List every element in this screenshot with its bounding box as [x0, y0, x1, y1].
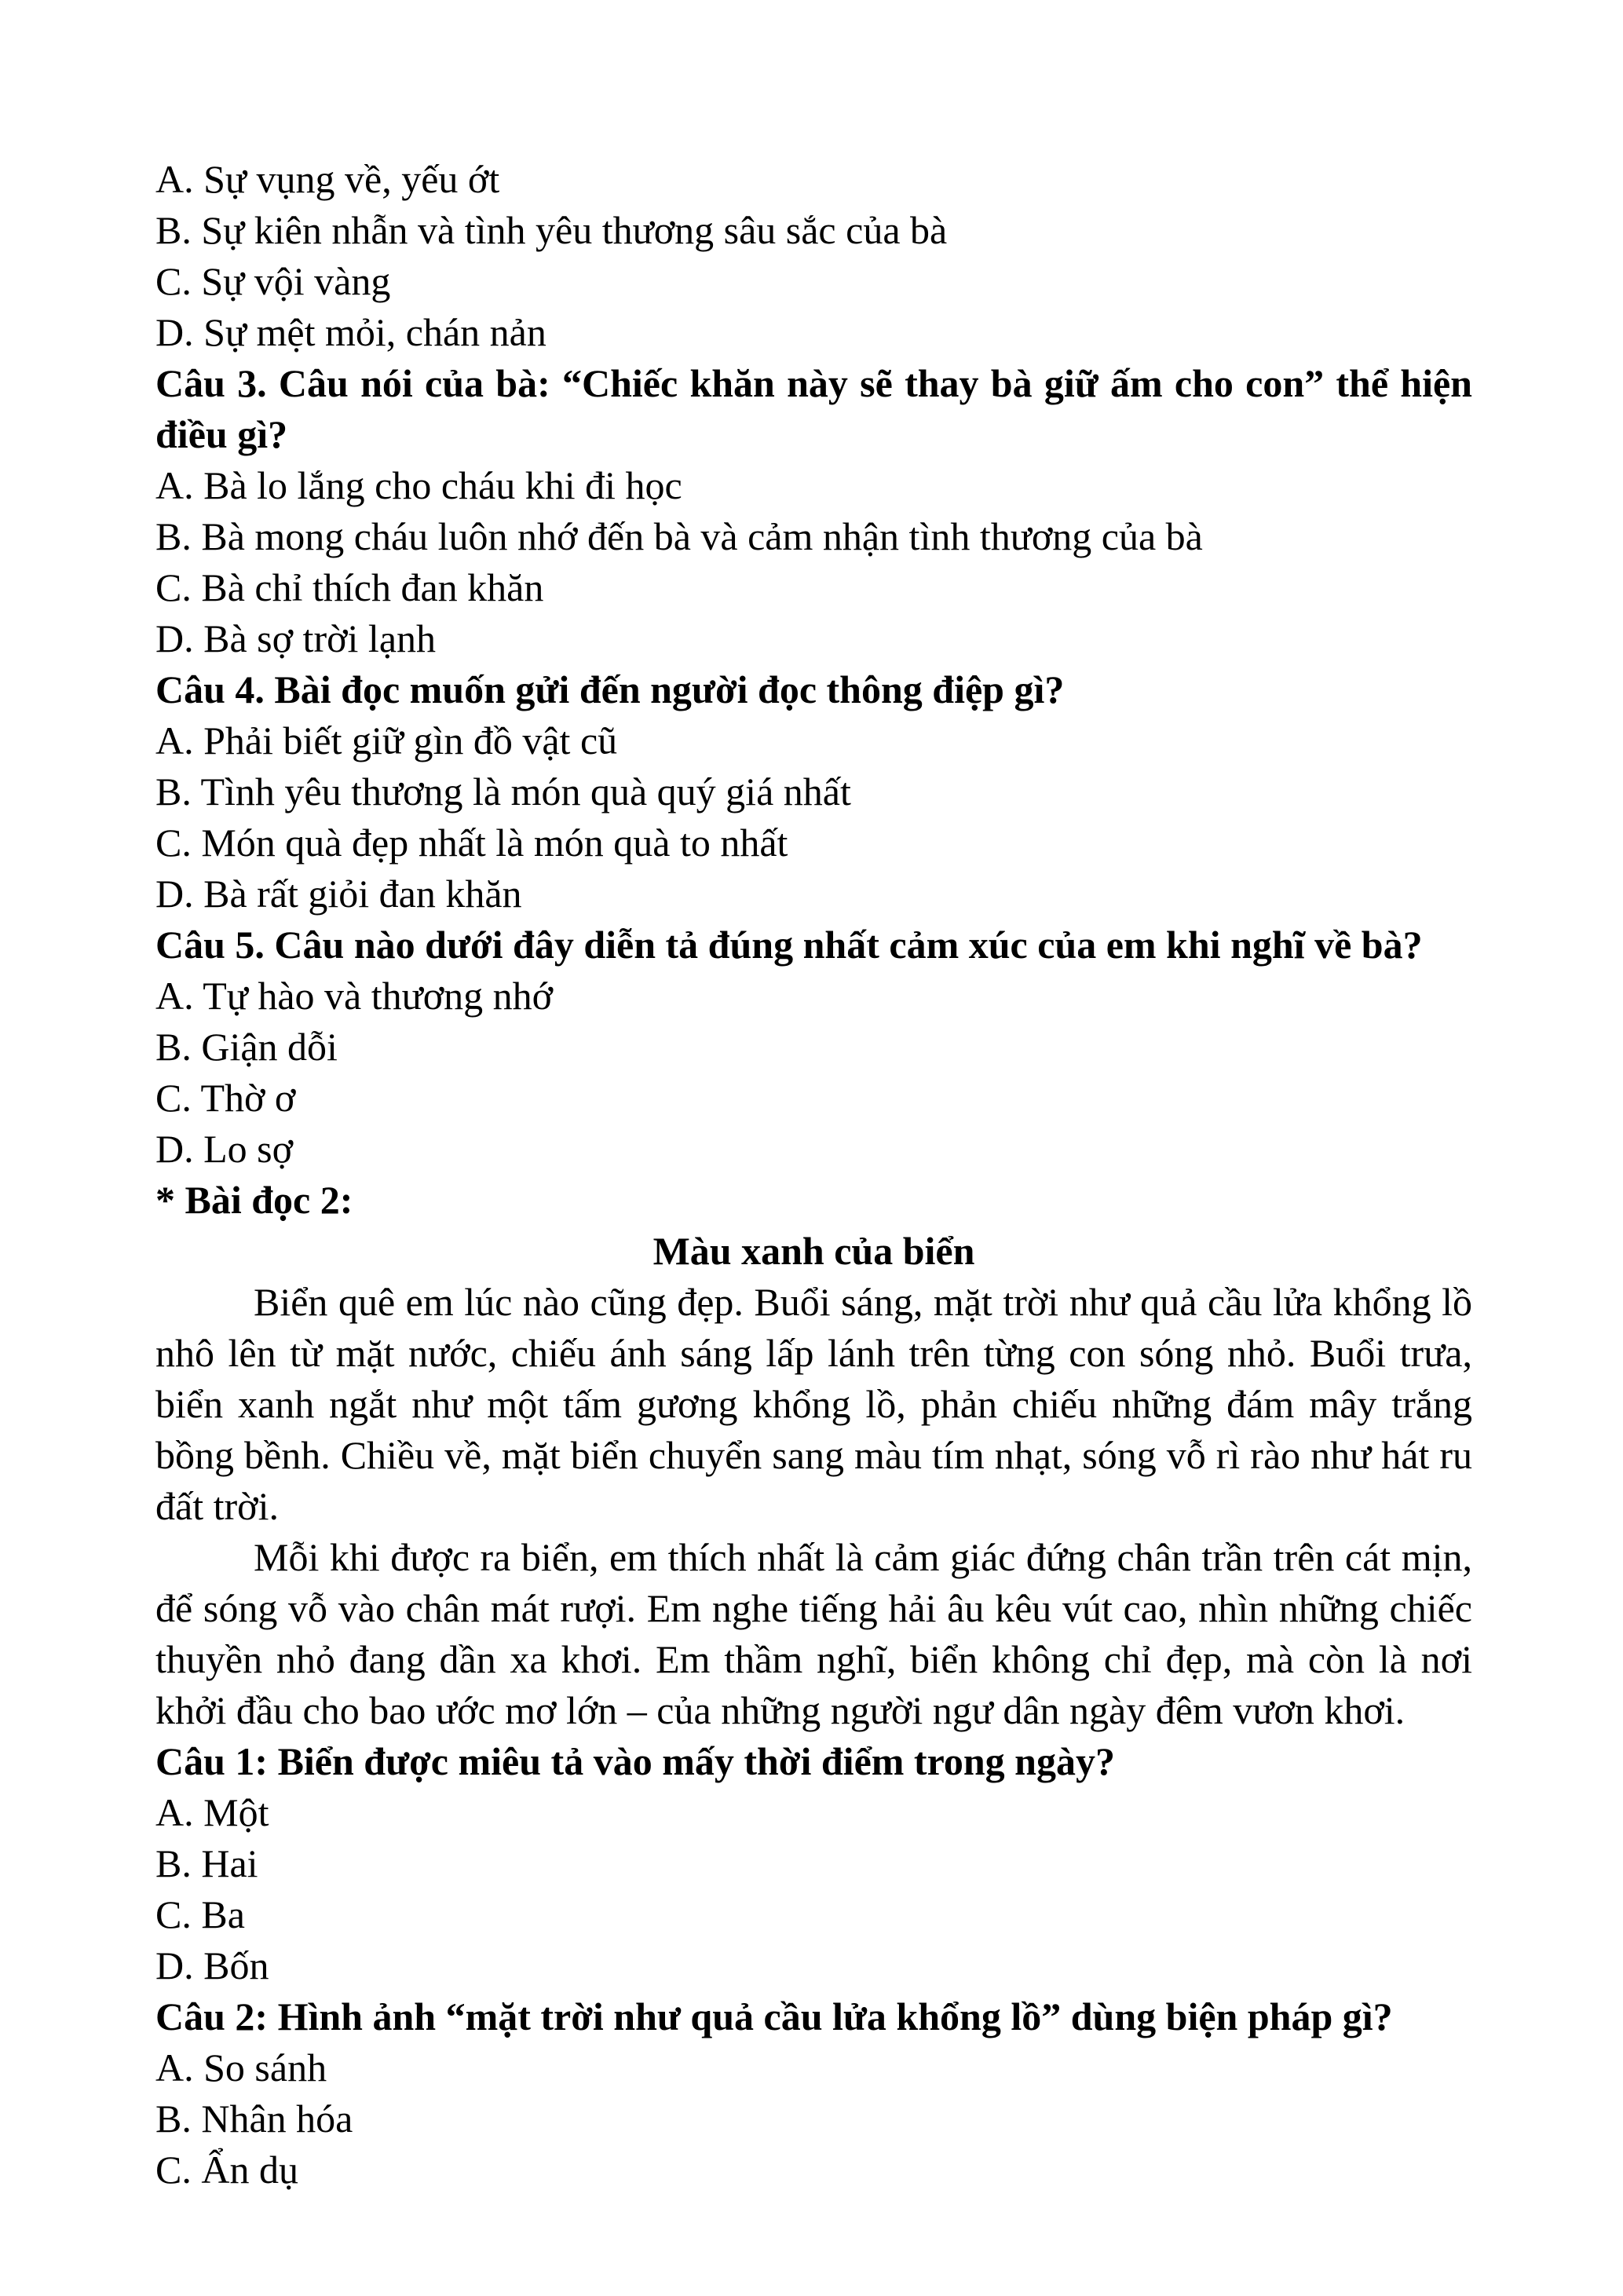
question-heading-cau3: Câu 3. Câu nói của bà: “Chiếc khăn này sẽ thay bà giữ ấm cho con” thể hiện điều gì?: [155, 361, 1472, 456]
reading2-paragraph: Biển quê em lúc nào cũng đẹp. Buổi sáng, mặt trời như quả cầu lửa khổng lồ nhô lên từ mặt nước, chiếu ánh sáng lấp lánh trên từng con sóng nhỏ. Buổi trưa, biển xanh ngắt như một tấm gương khổng lồ, phản chiếu những đám mây trắng bồng bềnh. Chiều về, mặt biển chuyển sang màu tím nhạt, sóng vỗ rì rào như hát ru đất trời.: [155, 1280, 1472, 1528]
reading2-title: Màu xanh của biển: [652, 1229, 975, 1273]
question-heading-cau4: Câu 4. Bài đọc muốn gửi đến người đọc thông điệp gì?: [155, 667, 1065, 711]
answer-option: D. Bốn: [155, 1943, 269, 1987]
answer-option: C. Thờ ơ: [155, 1076, 296, 1120]
answer-option: B. Tình yêu thương là món quà quý giá nhất: [155, 770, 851, 813]
answer-option: A. Một: [155, 1790, 269, 1834]
question-heading-cau1: Câu 1: Biển được miêu tả vào mấy thời điểm trong ngày?: [155, 1739, 1115, 1783]
answer-option: C. Ba: [155, 1892, 245, 1936]
answer-option: C. Món quà đẹp nhất là món quà to nhất: [155, 821, 788, 865]
reading2-section: [155, 1175, 1472, 2195]
answer-option: D. Bà rất giỏi đan khăn: [155, 872, 522, 916]
question-heading-cau2: Câu 2: Hình ảnh “mặt trời như quả cầu lửa khổng lồ” dùng biện pháp gì?: [155, 1994, 1393, 2038]
answer-option: B. Sự kiên nhẫn và tình yêu thương sâu sắc của bà: [155, 208, 948, 252]
reading1-section: [155, 154, 1472, 1175]
answer-option: A. So sánh: [155, 2046, 327, 2089]
question-heading-cau5: Câu 5. Câu nào dưới đây diễn tả đúng nhất cảm xúc của em khi nghĩ về bà?: [155, 923, 1423, 967]
answer-option: B. Bà mong cháu luôn nhớ đến bà và cảm nhận tình thương của bà: [155, 514, 1203, 558]
answer-option: D. Bà sợ trời lạnh: [155, 616, 437, 660]
answer-option: A. Phải biết giữ gìn đồ vật cũ: [155, 718, 618, 762]
answer-option: B. Nhân hóa: [155, 2097, 353, 2141]
answer-option: B. Giận dỗi: [155, 1025, 338, 1069]
answer-option: C. Ẩn dụ: [155, 2148, 298, 2192]
answer-option: A. Tự hào và thương nhớ: [155, 974, 554, 1018]
answer-option: D. Sự mệt mỏi, chán nản: [155, 310, 546, 354]
answer-option: A. Sự vụng về, yếu ớt: [155, 157, 500, 201]
answer-option: A. Bà lo lắng cho cháu khi đi học: [155, 463, 682, 507]
answer-option: C. Bà chỉ thích đan khăn: [155, 565, 544, 609]
answer-option: B. Hai: [155, 1841, 258, 1885]
answer-option: C. Sự vội vàng: [155, 259, 391, 303]
answer-option: D. Lo sợ: [155, 1127, 294, 1171]
reading2-paragraph: Mỗi khi được ra biển, em thích nhất là cảm giác đứng chân trần trên cát mịn, để sóng vỗ vào chân mát rượi. Em nghe tiếng hải âu kêu vút cao, nhìn những chiếc thuyền nhỏ đang dần xa khơi. Em thầm nghĩ, biển không chỉ đẹp, mà còn là nơi khởi đầu cho bao ước mơ lớn – của những người ngư dân ngày đêm vươn khơi.: [155, 1535, 1472, 1732]
reading2-section-label: * Bài đọc 2:: [155, 1178, 353, 1222]
